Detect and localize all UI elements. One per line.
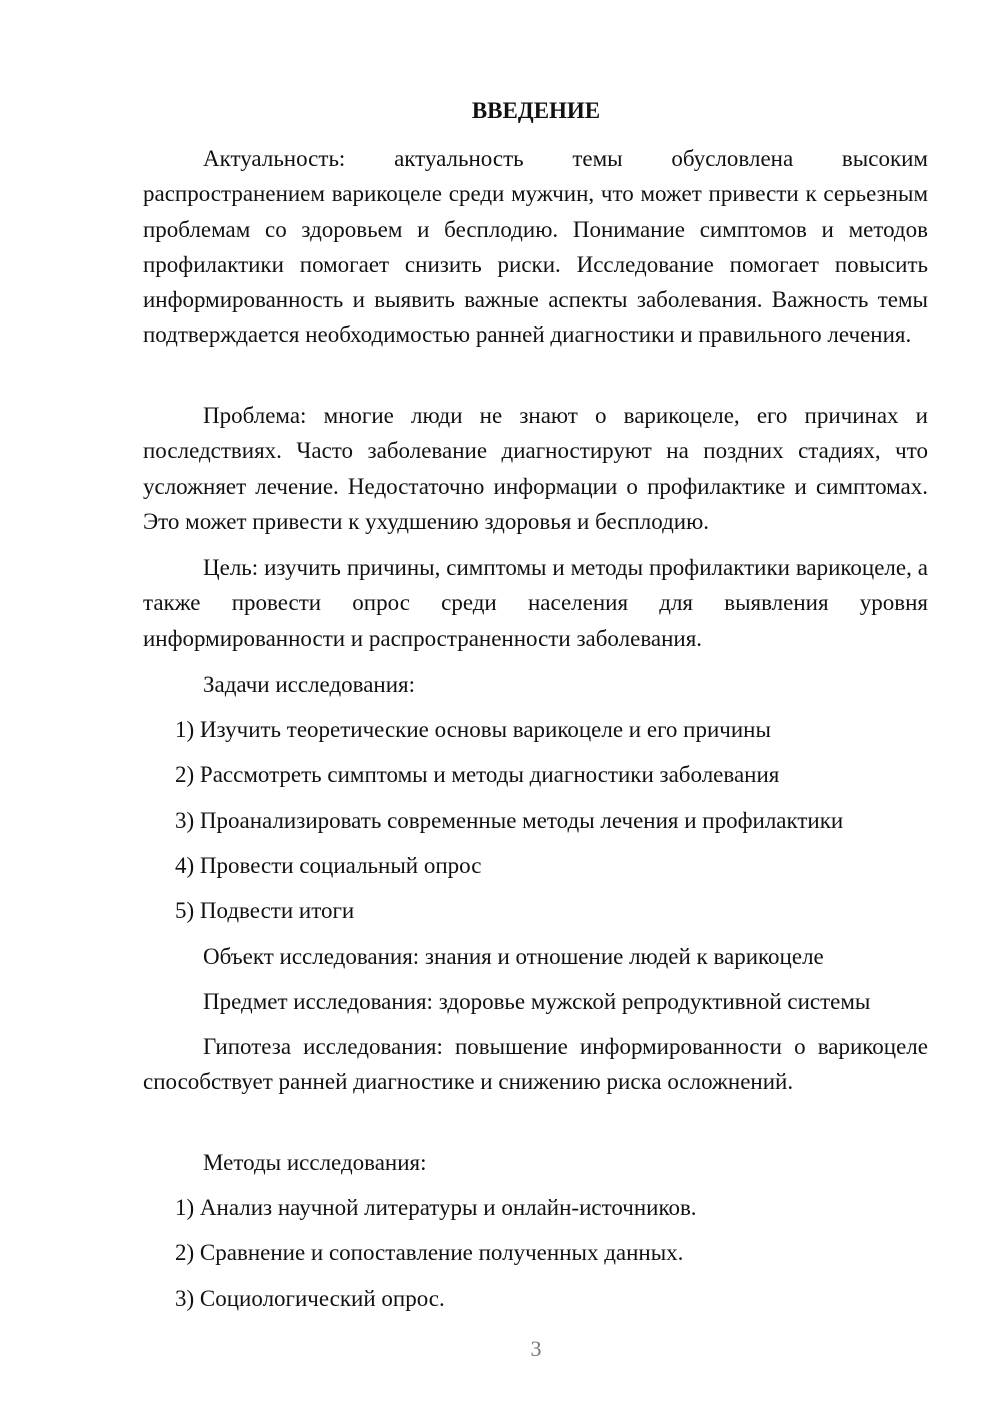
object-line: Объект исследования: знания и отношение людей к варикоцеле [203,944,824,969]
hypothesis-paragraph: Гипотеза исследования: повышение информированности о варикоцеле способствует ранней диагностике и снижению риска осложнений. [143,1034,928,1095]
relevance-paragraph: Актуальность: актуальность темы обусловлена высоким распространением варикоцеле среди мужчин, что может привести к серьезным проблемам со здоровьем и бесплодию. Понимание симптомов и методов профилактики помогает снизить риски. Исследование помогает повысить информированность и выявить важные аспекты заболевания. Важность темы подтверждается необходимостью ранней диагностики и правильного лечения. [143,146,928,348]
problem-paragraph: Проблема: многие люди не знают о варикоцеле, его причинах и последствиях. Часто заболевание диагностируют на поздних стадиях, что усложняет лечение. Недостаточно информации о профилактике и симптомах. Это может привести к ухудшению здоровья и бесплодию. [143,403,928,534]
goal-paragraph: Цель: изучить причины, симптомы и методы профилактики варикоцеле, а также провести опрос среди населения для выявления уровня информированности и распространенности заболевания. [143,555,928,651]
list-item: 4) Провести социальный опрос [175,853,482,878]
list-item: 3) Проанализировать современные методы лечения и профилактики [175,808,844,833]
methods-heading: Методы исследования: [203,1150,427,1175]
list-item: 5) Подвести итоги [175,898,355,923]
tasks-heading: Задачи исследования: [203,672,416,697]
list-item: 2) Сравнение и сопоставление полученных данных. [175,1240,684,1265]
page-title: ВВЕДЕНИЕ [471,98,601,123]
list-item: 1) Изучить теоретические основы варикоцеле и его причины [175,717,771,742]
subject-line: Предмет исследования: здоровье мужской репродуктивной системы [203,989,871,1014]
list-item: 1) Анализ научной литературы и онлайн-источников. [175,1195,697,1220]
list-item: 3) Социологический опрос. [175,1286,445,1311]
page-number: 3 [530,1336,542,1361]
list-item: 2) Рассмотреть симптомы и методы диагностики заболевания [175,762,780,787]
